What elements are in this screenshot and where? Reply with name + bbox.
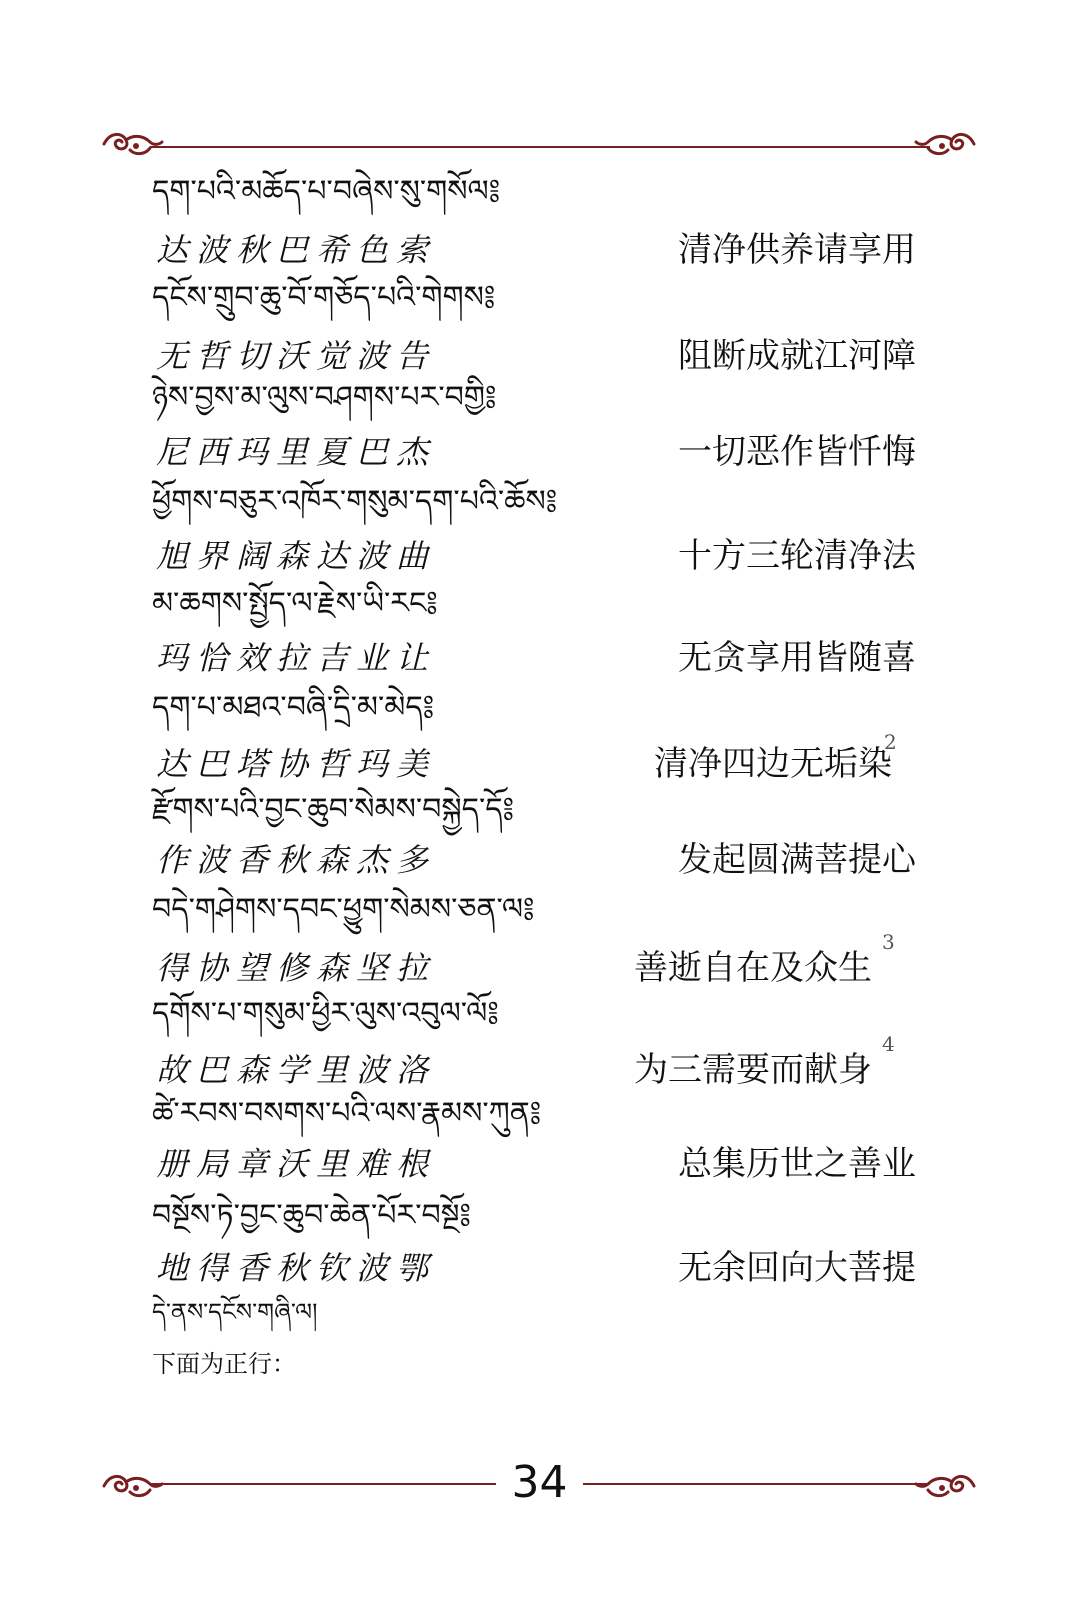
tibetan-line: ཚེ་རབས་བསགས་པའི་ལས་རྣམས་ཀུན༔ (152, 1096, 542, 1131)
page-number: 34 (511, 1457, 568, 1508)
tibetan-line: དངོས་གྲུབ་ཆུ་བོ་གཅོད་པའི་གེགས༔ (152, 280, 496, 315)
phonetic-line: 作波香秋森杰多 (156, 841, 437, 879)
phonetic-line: 旭界阔森达波曲 (156, 537, 437, 575)
tibetan-line: ཕྱོགས་བཅུར་འཁོར་གསུམ་དག་པའི་ཆོས༔ (152, 484, 558, 519)
bottom-divider-right (583, 1483, 930, 1485)
tibetan-line: ཉེས་བྱས་མ་ལུས་བཤགས་པར་བགྱི༔ (152, 380, 497, 415)
translation-line: 一切恶作皆忏悔 (678, 432, 916, 472)
tibetan-line: བསྔོས་ཏེ་བྱང་ཆུབ་ཆེན་པོར་བསྔོ༔ (152, 1198, 471, 1233)
tibetan-line: དག་པ་མཐའ་བཞི་དྲི་མ་མེད༔ (152, 690, 435, 725)
translation-line: 十方三轮清净法 (678, 536, 916, 576)
phonetic-line: 得协望修森坚拉 (156, 949, 437, 987)
phonetic-line: 地得香秋钦波鄂 (156, 1249, 437, 1287)
tibetan-line: དགོས་པ་གསུམ་ཕྱིར་ལུས་འབུལ་ལོ༔ (152, 996, 499, 1031)
phonetic-line: 达巴塔协哲玛美 (156, 745, 437, 783)
translation-line: 清净四边无垢染 (654, 744, 892, 784)
bottom-divider-left (150, 1483, 496, 1485)
bottom-right-ornament-icon (914, 1466, 978, 1500)
phonetic-line: 达波秋巴希色索 (156, 231, 437, 269)
phonetic-line: 无哲切沃觉波告 (156, 337, 437, 375)
top-right-ornament-icon (914, 124, 978, 158)
translation-line: 阻断成就江河障 (678, 336, 916, 376)
closing-tibetan: དེ་ནས་དངོས་གཞི་ལ། (152, 1298, 318, 1326)
translation-line: 善逝自在及众生 (634, 948, 872, 988)
closing-chinese: 下面为正行： (152, 1350, 296, 1378)
translation-line: 发起圆满菩提心 (678, 840, 916, 880)
footnote-marker: 3 (882, 930, 895, 954)
translation-line: 为三需要而献身 (634, 1050, 872, 1090)
translation-line: 无贪享用皆随喜 (678, 638, 916, 678)
top-divider (150, 146, 930, 148)
phonetic-line: 尼西玛里夏巴杰 (156, 433, 437, 471)
tibetan-line: མ་ཆགས་སྤྱོད་ལ་རྗེས་ཡི་རང༔ (152, 586, 438, 621)
phonetic-line: 故巴森学里波洛 (156, 1051, 437, 1089)
phonetic-line: 册局章沃里难根 (156, 1145, 437, 1183)
translation-line: 清净供养请享用 (678, 230, 916, 270)
footnote-marker: 2 (884, 730, 897, 754)
translation-line: 无余回向大菩提 (678, 1248, 916, 1288)
tibetan-line: བདེ་གཤེགས་དབང་ཕྱུག་སེམས་ཅན་ལ༔ (152, 892, 535, 927)
tibetan-line: དག་པའི་མཆོད་པ་བཞེས་སུ་གསོལ༔ (152, 174, 501, 209)
footnote-marker: 4 (882, 1032, 895, 1056)
tibetan-line: རྫོགས་པའི་བྱང་ཆུབ་སེམས་བསྐྱེད་དོ༔ (152, 792, 515, 827)
phonetic-line: 玛恰效拉吉业让 (156, 639, 437, 677)
translation-line: 总集历世之善业 (678, 1144, 916, 1184)
top-left-ornament-icon (100, 124, 164, 158)
